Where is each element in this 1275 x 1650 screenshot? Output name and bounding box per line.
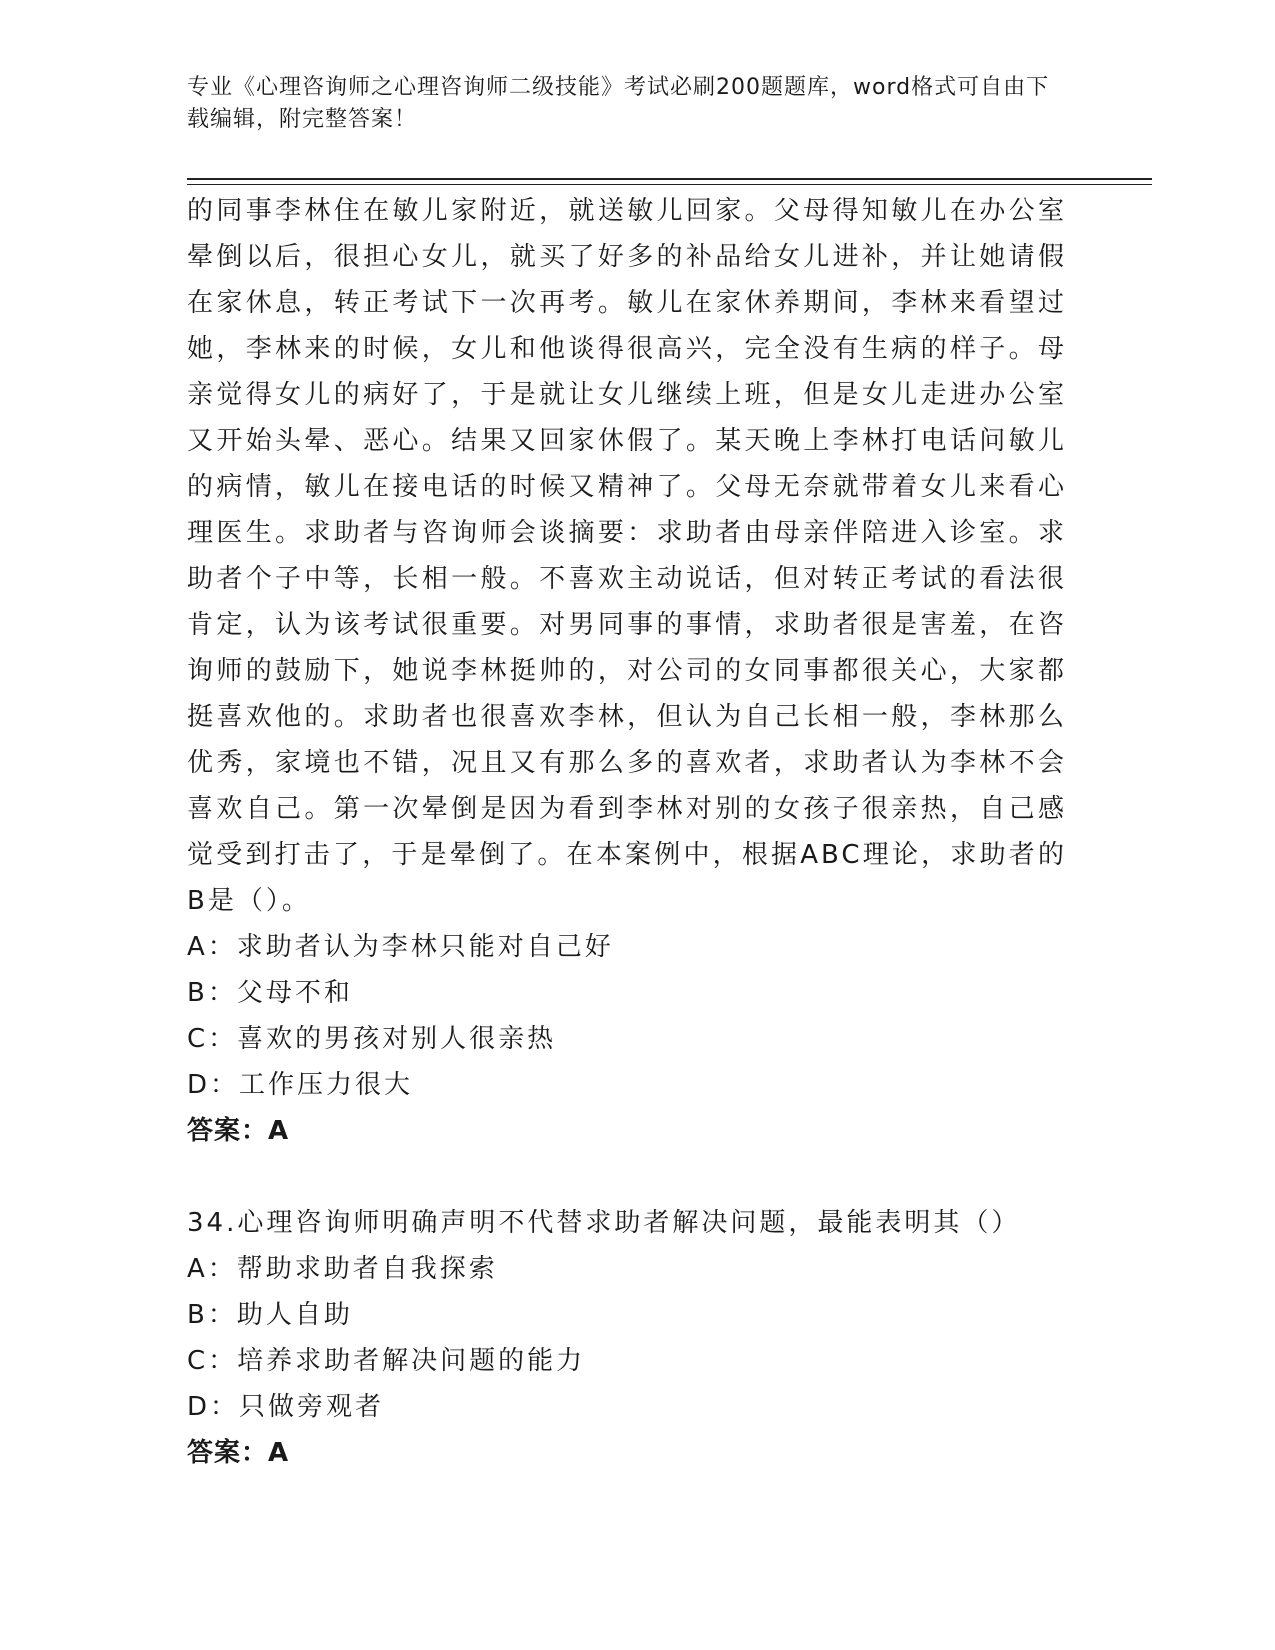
page-header bbox=[187, 72, 1067, 136]
document-body bbox=[187, 188, 1067, 1476]
question-33-stem: 的同事李林住在敏儿家附近，就送敏儿回家。父母得知敏儿在办公室晕倒以后，很担心女儿，就买了好多的补品给女儿进补，并让她请假在家休息，转正考试下一次再考。敏儿在家休养期间，李林来看望过她，李林来的时候，女儿和他谈得很高兴，完全没有生病的样子。母亲觉得女儿的病好了，于是就让女儿继续上班，但是女儿走进办公室又开始头晕、恶心。结果又回家休假了。某天晚上李林打电话问敏儿的病情，敏儿在接电话的时候又精神了。父母无奈就带着女儿来看心理医生。求助者与咨询师会谈摘要：求助者由母亲伴陪进入诊室。求助者个子中等，长相一般。不喜欢主动说话，但对转正考试的看法很肯定，认为该考试很重要。对男同事的事情，求助者很是害羞，在咨询师的鼓励下，她说李林挺帅的，对公司的女同事都很关心，大家都挺喜欢他的。求助者也很喜欢李林，但认为自己长相一般，李林那么优秀，家境也不错，况且又有那么多的喜欢者，求助者认为李林不会喜欢自己。第一次晕倒是因为看到李林对别的女孩子很亲热，自己感觉受到打击了，于是晕倒了。在本案例中，根据ABC理论，求助者的B是（）。 bbox=[187, 196, 1067, 916]
question-33-option-c: C：喜欢的男孩对别人很亲热 bbox=[187, 1024, 557, 1054]
header-divider-thick bbox=[187, 178, 1152, 180]
question-33-option-d: D：工作压力很大 bbox=[187, 1070, 414, 1100]
header-divider-thin bbox=[187, 184, 1152, 185]
question-34-option-a: A：帮助求助者自我探索 bbox=[187, 1254, 498, 1284]
question-33-answer: 答案：A bbox=[187, 1116, 290, 1146]
question-33-option-b: B：父母不和 bbox=[187, 978, 353, 1008]
question-34-option-d: D：只做旁观者 bbox=[187, 1392, 385, 1422]
question-34-option-c: C：培养求助者解决问题的能力 bbox=[187, 1346, 586, 1376]
question-34-answer: 答案：A bbox=[187, 1438, 290, 1468]
question-34-option-b: B：助人自助 bbox=[187, 1300, 353, 1330]
question-34-stem: 34.心理咨询师明确声明不代替求助者解决问题，最能表明其（） bbox=[187, 1208, 1021, 1238]
question-spacer bbox=[187, 1154, 1067, 1200]
question-33-option-a: A：求助者认为李林只能对自己好 bbox=[187, 932, 614, 962]
header-title: 专业《心理咨询师之心理咨询师二级技能》考试必刷200题题库，word格式可自由下载编辑，附完整答案！ bbox=[187, 75, 1050, 132]
